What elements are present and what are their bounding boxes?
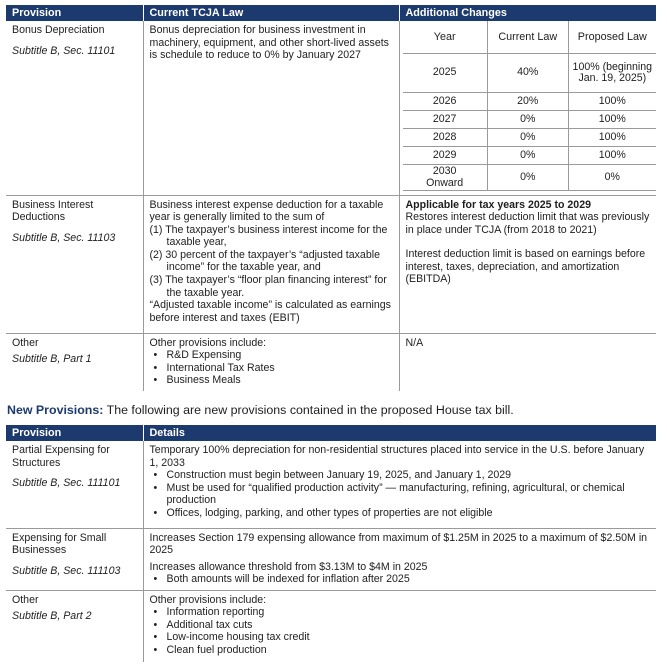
schedule-current: 40% [487,54,568,93]
provision-name: Partial Expensing for Structures [12,444,110,469]
new-provisions-text: The following are new provisions contained in the proposed House tax bill. [103,403,514,417]
table-row [6,590,656,662]
other-intro: Other provisions include: [149,336,267,349]
schedule-row [403,111,657,129]
changes-paragraph: Restores interest deduction limit that was previously in place under TCJA (from 2018 to 2021) [405,211,650,236]
provision-name: Business Interest Deductions [12,198,94,224]
provision-cell [6,333,143,391]
schedule-proposed: 100% [568,129,656,147]
schedule-current: 20% [487,93,568,111]
schedule-current: 0% [487,129,568,147]
details-intro: Temporary 100% depreciation for non-residential structures placed into service in the U.S. before January 1, 2033 [149,444,645,469]
schedule-current: 0% [487,147,568,165]
schedule-year: 2025 [403,54,488,93]
details-paragraph: Increases Section 179 expensing allowance from maximum of $1.25M in 2025 to a maximum of $2.50M in 2025 [149,531,648,557]
changes-cell [399,21,656,195]
schedule-row [403,147,657,165]
provision-subtitle: Subtitle B, Sec. 111101 [12,477,121,490]
header-provision: Provision [6,425,143,441]
current-law-cell [143,333,399,391]
schedule-year: 2027 [403,111,488,129]
list-item: • Offices, lodging, parking, and other types of properties are not eligible [150,507,651,520]
table-row [6,441,656,528]
table-row [6,21,656,195]
list-item: • Both amounts will be indexed for inflation after 2025 [150,573,651,586]
current-law-intro: Business interest expense deduction for a taxable year is generally limited to the sum of [149,198,384,224]
provision-name: Expensing for Small Businesses [12,531,107,557]
header-details: Details [143,425,656,441]
table-header-row [6,425,656,441]
schedule-current: 0% [487,111,568,129]
limit-item: (2) 30 percent of the taxpayer’s “adjusted taxable income” for the taxable year, and [149,248,380,274]
table-row [6,528,656,590]
provision-subtitle: Subtitle B, Sec. 11101 [12,44,116,57]
limit-item: (1) The taxpayer’s business interest income for the taxable year, [149,223,388,249]
list-item: • R&D Expensing [150,349,393,362]
header-additional-changes: Additional Changes [399,5,656,21]
provision-name: Other [12,336,39,349]
table-row [6,195,656,333]
provision-cell [6,21,143,195]
provision-subtitle: Subtitle B, Sec. 11103 [12,231,116,244]
schedule-header-row [403,21,657,54]
schedule-proposed: 100% (beginning Jan. 19, 2025) [568,54,656,93]
current-law-cell: Bonus depreciation for business investment in machinery, equipment, and other short-lived assets is schedule to reduce to 0% by January 2027 [143,21,399,195]
details-cell [143,441,656,528]
current-law-note: “Adjusted taxable income” is calculated as earnings before interest and taxes (EBIT) [149,299,391,324]
list-item: • Low-income housing tax credit [150,631,651,644]
depreciation-schedule-table [403,21,657,191]
provision-name: Bonus Depreciation [12,24,105,36]
provision-subtitle: Subtitle B, Part 2 [12,610,92,623]
details-cell [143,528,656,590]
bullet-list [150,606,651,656]
changes-paragraph: Interest deduction limit is based on earnings before interest, taxes, depreciation, and amortization (EBITDA) [405,248,646,286]
tcja-comparison-table [6,5,656,391]
list-item: • Additional tax cuts [150,619,651,632]
bullet-list [150,469,651,519]
new-provisions-heading [7,404,514,417]
limit-item: (3) The taxpayer’s “floor plan financing interest” for the taxable year. [149,274,387,299]
provision-cell [6,590,143,662]
schedule-current: 0% [487,165,568,191]
schedule-year: 2029 [403,147,488,165]
provision-subtitle: Subtitle B, Sec. 111103 [12,564,121,577]
details-paragraph: Increases allowance threshold from $3.13M to $4M in 2025 [149,560,428,573]
new-provisions-table [6,425,656,662]
schedule-header-proposed: Proposed Law [568,21,656,54]
schedule-row [403,129,657,147]
schedule-year: 2028 [403,129,488,147]
current-law-cell [143,195,399,333]
changes-heading: Applicable for tax years 2025 to 2029 [405,198,591,211]
provision-cell [6,441,143,528]
changes-cell: N/A [405,336,424,349]
schedule-year: 2026 [403,93,488,111]
header-current-law: Current TCJA Law [143,5,399,21]
provision-subtitle: Subtitle B, Part 1 [12,353,92,366]
bullet-list [150,573,651,586]
schedule-year: 2030 Onward [403,165,488,191]
table-row [6,333,656,391]
list-item: • Clean fuel production [150,644,651,657]
changes-cell [399,195,656,333]
details-cell [143,590,656,662]
list-item: • Construction must begin between January 19, 2025, and January 1, 2029 [150,469,651,482]
list-item: • Business Meals [150,374,393,387]
table-header-row [6,5,656,21]
schedule-proposed: 100% [568,111,656,129]
schedule-proposed: 0% [568,165,656,191]
schedule-proposed: 100% [568,147,656,165]
schedule-row [403,93,657,111]
schedule-proposed: 100% [568,93,656,111]
schedule-header-current: Current Law [487,21,568,54]
schedule-row [403,54,657,93]
bullet-list [150,349,393,387]
schedule-row [403,165,657,191]
new-provisions-label: New Provisions: [7,403,104,417]
details-intro: Other provisions include: [149,593,267,606]
provision-name: Other [12,593,39,606]
list-item: • International Tax Rates [150,362,393,375]
provision-cell [6,528,143,590]
list-item: • Must be used for “qualified production activity” — manufacturing, refining, agricultural, or chemical production [150,482,651,507]
list-item: • Information reporting [150,606,651,619]
header-provision: Provision [6,5,143,21]
schedule-header-year: Year [403,21,488,54]
provision-cell [6,195,143,333]
